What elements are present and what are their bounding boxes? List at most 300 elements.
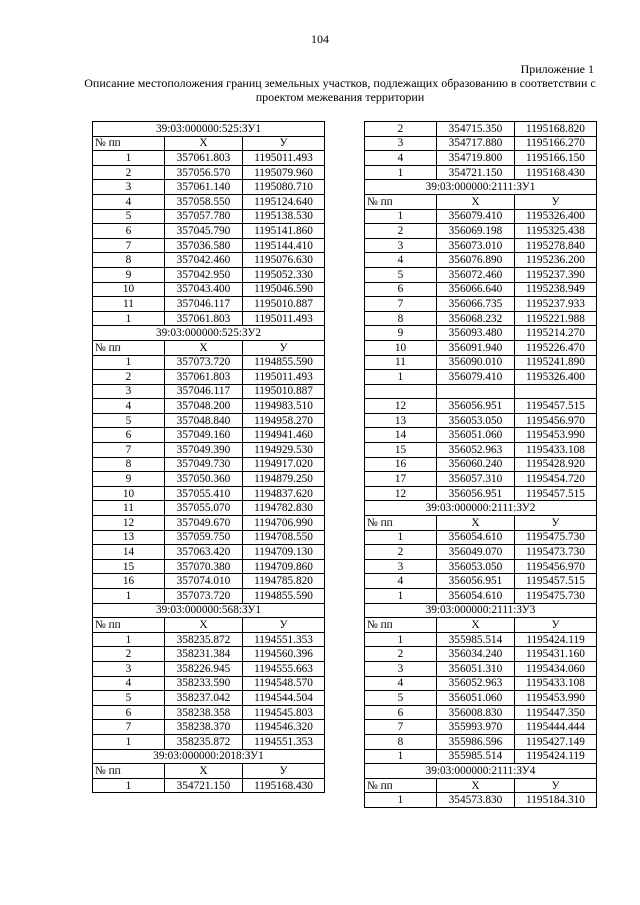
coordinate-y: 1195080.710 xyxy=(243,180,325,195)
point-number: 10 xyxy=(365,340,437,355)
coordinate-row xyxy=(93,647,325,662)
coordinate-x: 354573.830 xyxy=(437,793,515,808)
coordinate-row xyxy=(365,632,597,647)
point-number: 6 xyxy=(365,282,437,297)
point-number: 10 xyxy=(93,486,165,501)
coordinate-row xyxy=(365,647,597,662)
parcel-cadastral-number: 39:03:000000:2111:ЗУ2 xyxy=(365,501,597,516)
coordinate-x: 357061.140 xyxy=(165,180,243,195)
coordinate-x: 357049.670 xyxy=(165,516,243,531)
point-number: 5 xyxy=(365,267,437,282)
coordinate-y: 1195166.150 xyxy=(515,151,597,166)
coordinate-row xyxy=(365,165,597,180)
coordinate-x: 357043.400 xyxy=(165,282,243,297)
coordinate-row xyxy=(365,311,597,326)
point-number: 2 xyxy=(365,122,437,137)
coordinate-row xyxy=(365,267,597,282)
column-header-number: № пп xyxy=(365,516,437,531)
column-header-x: X xyxy=(165,340,243,355)
coordinate-row xyxy=(93,399,325,414)
column-header-number: № пп xyxy=(365,194,437,209)
coordinate-row xyxy=(365,574,597,589)
blank-row xyxy=(365,384,597,399)
coordinate-x: 357073.720 xyxy=(165,589,243,604)
point-number: 9 xyxy=(93,267,165,282)
coordinate-y: 1194560.396 xyxy=(243,647,325,662)
coordinate-x: 357073.720 xyxy=(165,355,243,370)
point-number: 4 xyxy=(365,676,437,691)
coordinate-y: 1195424.119 xyxy=(515,632,597,647)
coordinate-y: 1194709.860 xyxy=(243,559,325,574)
coordinate-y: 1195052.330 xyxy=(243,267,325,282)
parcel-header-row xyxy=(365,603,597,618)
coordinate-y: 1195138.530 xyxy=(243,209,325,224)
coordinate-y: 1195475.730 xyxy=(515,589,597,604)
coordinate-x: 354717.880 xyxy=(437,136,515,151)
column-header-number: № пп xyxy=(93,340,165,355)
coordinate-x: 357070.380 xyxy=(165,559,243,574)
coordinate-y: 1195079.960 xyxy=(243,165,325,180)
point-number: 6 xyxy=(93,705,165,720)
coordinate-y: 1195076.630 xyxy=(243,253,325,268)
point-number: 6 xyxy=(93,428,165,443)
column-header-x: X xyxy=(165,764,243,779)
column-header-y: У xyxy=(515,194,597,209)
column-header-row xyxy=(365,194,597,209)
coordinate-row xyxy=(93,574,325,589)
coordinate-x: 358235.872 xyxy=(165,632,243,647)
coordinate-x: 355985.514 xyxy=(437,632,515,647)
point-number: 13 xyxy=(93,530,165,545)
blank-cell xyxy=(365,384,437,399)
column-header-y: У xyxy=(515,618,597,633)
coordinate-y: 1195447.350 xyxy=(515,705,597,720)
coordinate-x: 357046.117 xyxy=(165,384,243,399)
coordinate-y: 1195475.730 xyxy=(515,530,597,545)
point-number: 9 xyxy=(93,472,165,487)
coordinate-x: 357061.803 xyxy=(165,151,243,166)
point-number: 1 xyxy=(365,632,437,647)
coordinate-x: 354715.350 xyxy=(437,122,515,137)
column-header-y: У xyxy=(243,136,325,151)
point-number: 12 xyxy=(93,516,165,531)
coordinate-x: 356051.310 xyxy=(437,661,515,676)
blank-cell xyxy=(437,384,515,399)
coordinate-x: 357048.840 xyxy=(165,413,243,428)
coordinate-x: 357049.730 xyxy=(165,457,243,472)
coordinate-x: 357061.803 xyxy=(165,370,243,385)
point-number: 8 xyxy=(365,311,437,326)
column-header-x: X xyxy=(437,778,515,793)
point-number: 13 xyxy=(365,413,437,428)
parcel-cadastral-number: 39:03:000000:2111:ЗУ4 xyxy=(365,764,597,779)
coordinate-row xyxy=(365,282,597,297)
parcel-header-row xyxy=(93,749,325,764)
coordinate-row xyxy=(365,691,597,706)
coordinate-x: 357049.390 xyxy=(165,443,243,458)
point-number: 10 xyxy=(93,282,165,297)
point-number: 6 xyxy=(93,224,165,239)
coordinate-row xyxy=(365,355,597,370)
coordinate-x: 357059.750 xyxy=(165,530,243,545)
coordinate-row xyxy=(365,209,597,224)
coordinate-y: 1194555.663 xyxy=(243,661,325,676)
coordinates-table-left-body xyxy=(93,122,325,793)
coordinate-y: 1194709.130 xyxy=(243,545,325,560)
point-number: 7 xyxy=(365,720,437,735)
coordinate-x: 356056.951 xyxy=(437,574,515,589)
coordinate-y: 1195444.444 xyxy=(515,720,597,735)
coordinate-y: 1194785.820 xyxy=(243,574,325,589)
coordinate-y: 1195237.933 xyxy=(515,297,597,312)
coordinate-x: 358238.370 xyxy=(165,720,243,735)
point-number: 1 xyxy=(93,632,165,647)
parcel-header-row xyxy=(365,180,597,195)
coordinate-row xyxy=(93,486,325,501)
coordinate-y: 1195144.410 xyxy=(243,238,325,253)
coordinate-y: 1195214.270 xyxy=(515,326,597,341)
coordinate-y: 1194917.020 xyxy=(243,457,325,472)
point-number: 8 xyxy=(93,457,165,472)
coordinate-row xyxy=(365,340,597,355)
coordinate-x: 354721.150 xyxy=(437,165,515,180)
coordinate-y: 1195011.493 xyxy=(243,370,325,385)
point-number: 1 xyxy=(365,209,437,224)
column-header-x: X xyxy=(437,194,515,209)
coordinate-x: 356079.410 xyxy=(437,209,515,224)
coordinate-x: 357058.550 xyxy=(165,194,243,209)
coordinate-x: 358233.590 xyxy=(165,676,243,691)
coordinate-row xyxy=(93,355,325,370)
coordinate-row xyxy=(93,472,325,487)
coordinate-row xyxy=(93,516,325,531)
parcel-cadastral-number: 39:03:000000:2111:ЗУ3 xyxy=(365,603,597,618)
coordinate-row xyxy=(93,224,325,239)
coordinate-x: 356093.480 xyxy=(437,326,515,341)
coordinate-y: 1195431.160 xyxy=(515,647,597,662)
right-coordinates-column xyxy=(364,121,597,808)
coordinate-row xyxy=(365,443,597,458)
point-number: 2 xyxy=(365,545,437,560)
coordinate-y: 1195124.640 xyxy=(243,194,325,209)
coordinate-row xyxy=(93,428,325,443)
coordinate-row xyxy=(93,443,325,458)
parcel-header-row xyxy=(93,326,325,341)
coordinate-x: 357055.070 xyxy=(165,501,243,516)
left-coordinates-column xyxy=(92,121,325,793)
parcel-header-row xyxy=(93,603,325,618)
point-number: 7 xyxy=(365,297,437,312)
column-header-row xyxy=(93,618,325,633)
coordinate-x: 356054.610 xyxy=(437,589,515,604)
coordinate-x: 356073.010 xyxy=(437,238,515,253)
coordinate-x: 358238.358 xyxy=(165,705,243,720)
coordinate-row xyxy=(93,194,325,209)
coordinate-row xyxy=(365,472,597,487)
parcel-header-row xyxy=(365,764,597,779)
coordinate-x: 357055.410 xyxy=(165,486,243,501)
coordinate-row xyxy=(93,676,325,691)
coordinate-x: 355986.596 xyxy=(437,734,515,749)
coordinate-row xyxy=(93,661,325,676)
coordinate-row xyxy=(365,589,597,604)
coordinate-x: 357056.570 xyxy=(165,165,243,180)
coordinate-y: 1194546.320 xyxy=(243,720,325,735)
coordinate-y: 1195241.890 xyxy=(515,355,597,370)
coordinate-row xyxy=(93,282,325,297)
column-header-row xyxy=(93,340,325,355)
point-number: 5 xyxy=(365,691,437,706)
coordinate-x: 357074.010 xyxy=(165,574,243,589)
parcel-cadastral-number: 39:03:000000:2111:ЗУ1 xyxy=(365,180,597,195)
coordinate-y: 1195011.493 xyxy=(243,151,325,166)
coordinate-x: 356076.890 xyxy=(437,253,515,268)
coordinate-x: 356052.963 xyxy=(437,443,515,458)
coordinate-x: 357036.580 xyxy=(165,238,243,253)
point-number: 8 xyxy=(93,253,165,268)
point-number: 6 xyxy=(365,705,437,720)
point-number: 14 xyxy=(93,545,165,560)
coordinate-y: 1195010.887 xyxy=(243,384,325,399)
coordinate-x: 357042.950 xyxy=(165,267,243,282)
coordinates-table-left xyxy=(92,121,325,793)
coordinate-row xyxy=(365,734,597,749)
coordinate-y: 1195326.400 xyxy=(515,209,597,224)
coordinate-y: 1195168.430 xyxy=(515,165,597,180)
point-number: 1 xyxy=(93,734,165,749)
coordinate-row xyxy=(365,136,597,151)
coordinate-y: 1195457.515 xyxy=(515,399,597,414)
coordinate-x: 356079.410 xyxy=(437,370,515,385)
coordinate-x: 356051.060 xyxy=(437,428,515,443)
point-number: 15 xyxy=(93,559,165,574)
point-number: 4 xyxy=(93,399,165,414)
coordinate-row xyxy=(93,632,325,647)
point-number: 16 xyxy=(365,457,437,472)
point-number: 1 xyxy=(365,749,437,764)
parcel-cadastral-number: 39:03:000000:525:ЗУ1 xyxy=(93,122,325,137)
coordinate-y: 1194551.353 xyxy=(243,632,325,647)
column-header-number: № пп xyxy=(365,618,437,633)
coordinate-row xyxy=(365,399,597,414)
coordinate-y: 1195141.860 xyxy=(243,224,325,239)
coordinate-row xyxy=(365,793,597,808)
coordinate-x: 356060.240 xyxy=(437,457,515,472)
coordinate-row xyxy=(365,661,597,676)
coordinate-row xyxy=(93,238,325,253)
coordinate-y: 1195238.949 xyxy=(515,282,597,297)
coordinate-x: 357048.200 xyxy=(165,399,243,414)
coordinate-y: 1195434.060 xyxy=(515,661,597,676)
coordinate-y: 1194706.990 xyxy=(243,516,325,531)
point-number: 2 xyxy=(93,165,165,180)
parcel-cadastral-number: 39:03:000000:2018:ЗУ1 xyxy=(93,749,325,764)
column-header-y: У xyxy=(515,516,597,531)
point-number: 4 xyxy=(93,194,165,209)
coordinate-y: 1195236.200 xyxy=(515,253,597,268)
coordinate-x: 358226.945 xyxy=(165,661,243,676)
coordinate-row xyxy=(365,676,597,691)
coordinate-x: 357045.790 xyxy=(165,224,243,239)
coordinate-x: 356090.010 xyxy=(437,355,515,370)
coordinate-x: 357061.803 xyxy=(165,311,243,326)
coordinate-row xyxy=(365,428,597,443)
coordinate-y: 1194548.570 xyxy=(243,676,325,691)
coordinate-row xyxy=(93,691,325,706)
point-number: 14 xyxy=(365,428,437,443)
point-number: 4 xyxy=(365,253,437,268)
point-number: 8 xyxy=(365,734,437,749)
column-header-y: У xyxy=(243,340,325,355)
document-title: Описание местоположения границ земельных участков, подлежащих образованию в соответствии с проектом межевания территории xyxy=(84,76,596,104)
coordinate-y: 1194544.504 xyxy=(243,691,325,706)
coordinate-x: 356051.060 xyxy=(437,691,515,706)
coordinate-y: 1194837.620 xyxy=(243,486,325,501)
point-number: 1 xyxy=(365,530,437,545)
column-header-x: X xyxy=(165,136,243,151)
coordinate-y: 1195237.390 xyxy=(515,267,597,282)
coordinate-row xyxy=(93,559,325,574)
coordinate-row xyxy=(93,180,325,195)
coordinate-row xyxy=(93,267,325,282)
coordinate-row xyxy=(93,413,325,428)
coordinate-y: 1195166.270 xyxy=(515,136,597,151)
point-number: 1 xyxy=(365,589,437,604)
coordinate-row xyxy=(93,778,325,793)
coordinate-y: 1195453.990 xyxy=(515,428,597,443)
point-number: 3 xyxy=(365,238,437,253)
coordinate-row xyxy=(93,311,325,326)
coordinate-row xyxy=(365,720,597,735)
point-number: 2 xyxy=(93,370,165,385)
column-header-row xyxy=(93,136,325,151)
coordinate-row xyxy=(365,253,597,268)
coordinate-x: 356066.735 xyxy=(437,297,515,312)
column-header-number: № пп xyxy=(93,764,165,779)
point-number: 11 xyxy=(365,355,437,370)
parcel-cadastral-number: 39:03:000000:525:ЗУ2 xyxy=(93,326,325,341)
column-header-number: № пп xyxy=(93,136,165,151)
point-number: 11 xyxy=(93,501,165,516)
point-number: 2 xyxy=(365,224,437,239)
coordinate-x: 356091.940 xyxy=(437,340,515,355)
coordinate-row xyxy=(93,589,325,604)
coordinate-row xyxy=(365,486,597,501)
coordinate-x: 358237.042 xyxy=(165,691,243,706)
coordinate-y: 1195456.970 xyxy=(515,559,597,574)
coordinate-row xyxy=(93,209,325,224)
point-number: 16 xyxy=(93,574,165,589)
coordinate-x: 357042.460 xyxy=(165,253,243,268)
coordinate-y: 1195473.730 xyxy=(515,545,597,560)
coordinate-y: 1195428.920 xyxy=(515,457,597,472)
point-number: 7 xyxy=(93,238,165,253)
column-header-row xyxy=(365,516,597,531)
column-header-y: У xyxy=(243,618,325,633)
point-number: 3 xyxy=(365,559,437,574)
coordinate-y: 1195453.990 xyxy=(515,691,597,706)
coordinate-x: 356068.232 xyxy=(437,311,515,326)
coordinate-y: 1195046.590 xyxy=(243,282,325,297)
coordinate-x: 356054.610 xyxy=(437,530,515,545)
column-header-row xyxy=(93,764,325,779)
coordinates-table-right-body xyxy=(365,122,597,808)
coordinate-row xyxy=(93,734,325,749)
point-number: 9 xyxy=(365,326,437,341)
point-number: 4 xyxy=(365,574,437,589)
parcel-header-row xyxy=(365,501,597,516)
coordinate-y: 1195456.970 xyxy=(515,413,597,428)
coordinate-x: 356072.460 xyxy=(437,267,515,282)
column-header-y: У xyxy=(243,764,325,779)
coordinate-y: 1195325.438 xyxy=(515,224,597,239)
coordinate-x: 356008.830 xyxy=(437,705,515,720)
column-header-x: X xyxy=(437,516,515,531)
coordinate-y: 1194782.830 xyxy=(243,501,325,516)
coordinate-row xyxy=(93,545,325,560)
coordinate-x: 355993.970 xyxy=(437,720,515,735)
point-number: 12 xyxy=(365,399,437,414)
coordinate-y: 1195326.400 xyxy=(515,370,597,385)
coordinate-y: 1194879.250 xyxy=(243,472,325,487)
coordinate-row xyxy=(93,151,325,166)
point-number: 5 xyxy=(93,413,165,428)
coordinate-y: 1194941.460 xyxy=(243,428,325,443)
coordinate-y: 1195168.430 xyxy=(243,778,325,793)
coordinate-x: 357057.780 xyxy=(165,209,243,224)
coordinate-row xyxy=(365,326,597,341)
point-number: 5 xyxy=(93,691,165,706)
coordinate-x: 356066.640 xyxy=(437,282,515,297)
column-header-x: X xyxy=(437,618,515,633)
point-number: 3 xyxy=(93,384,165,399)
point-number: 11 xyxy=(93,297,165,312)
coordinate-x: 357063.420 xyxy=(165,545,243,560)
point-number: 3 xyxy=(365,136,437,151)
coordinate-y: 1195184.310 xyxy=(515,793,597,808)
column-header-number: № пп xyxy=(365,778,437,793)
point-number: 7 xyxy=(93,443,165,458)
coordinate-row xyxy=(365,705,597,720)
coordinate-y: 1195424.119 xyxy=(515,749,597,764)
coordinates-table-right xyxy=(364,121,597,808)
column-header-x: X xyxy=(165,618,243,633)
coordinate-y: 1195278.840 xyxy=(515,238,597,253)
coordinate-row xyxy=(93,253,325,268)
column-header-y: У xyxy=(515,778,597,793)
coordinate-y: 1194545.803 xyxy=(243,705,325,720)
coordinate-y: 1195221.988 xyxy=(515,311,597,326)
point-number: 1 xyxy=(93,311,165,326)
column-header-row xyxy=(365,618,597,633)
coordinate-row xyxy=(365,122,597,137)
point-number: 2 xyxy=(365,647,437,662)
coordinate-x: 354721.150 xyxy=(165,778,243,793)
coordinate-y: 1195168.820 xyxy=(515,122,597,137)
point-number: 17 xyxy=(365,472,437,487)
coordinate-row xyxy=(365,545,597,560)
column-header-number: № пп xyxy=(93,618,165,633)
coordinate-x: 356053.050 xyxy=(437,559,515,574)
point-number: 1 xyxy=(365,370,437,385)
coordinate-x: 356056.951 xyxy=(437,486,515,501)
point-number: 4 xyxy=(93,676,165,691)
coordinate-row xyxy=(93,384,325,399)
coordinate-x: 356053.050 xyxy=(437,413,515,428)
coordinate-row xyxy=(93,457,325,472)
coordinate-row xyxy=(93,720,325,735)
coordinate-y: 1195457.515 xyxy=(515,574,597,589)
